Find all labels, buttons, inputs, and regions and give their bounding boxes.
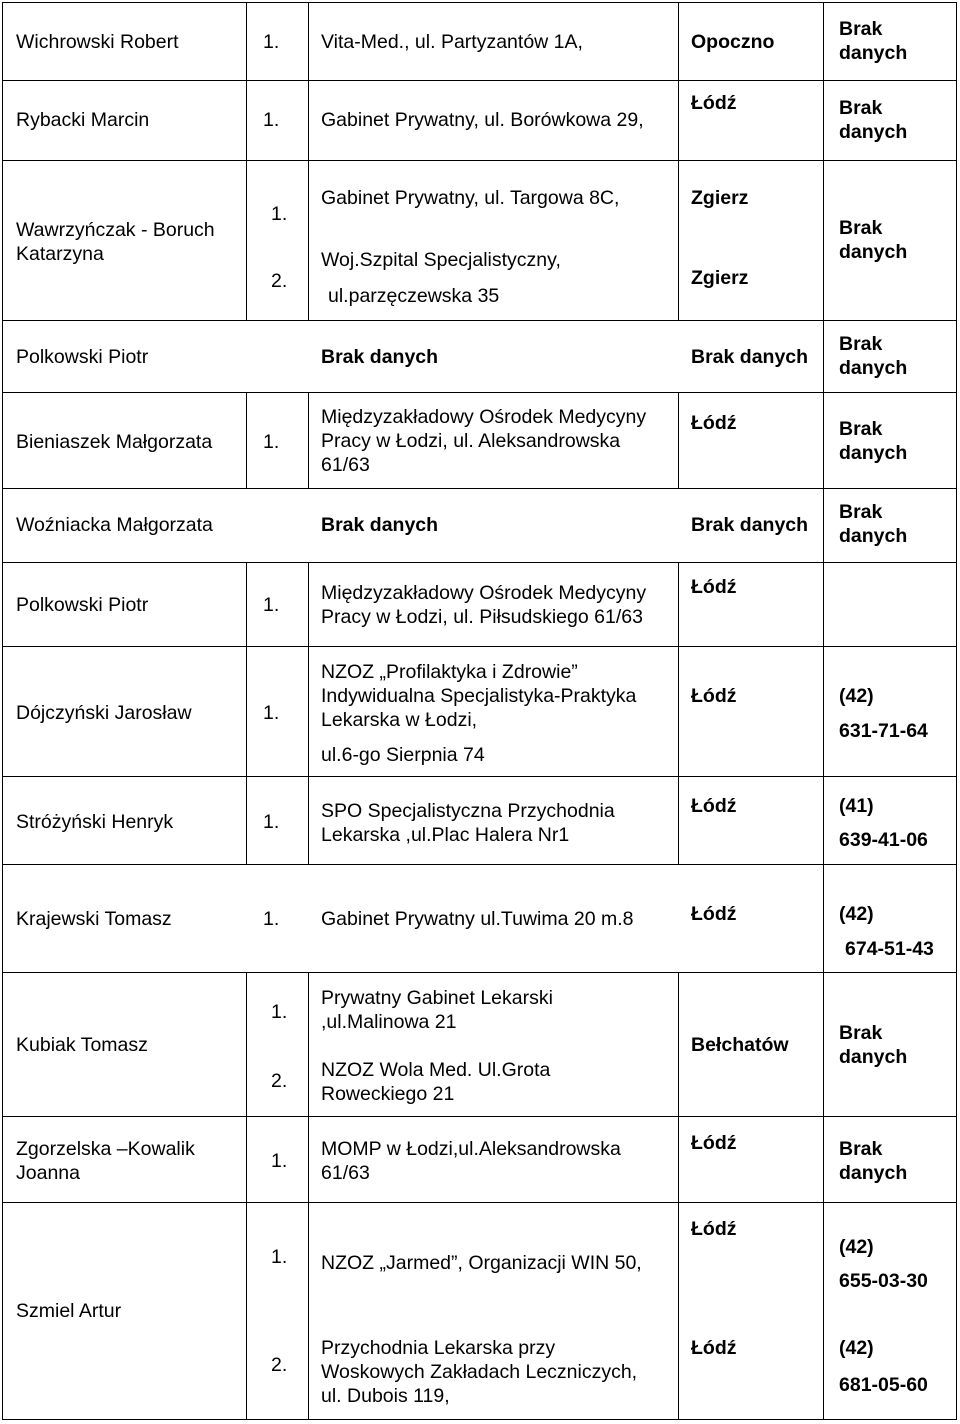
clinic-address: 61/63	[321, 454, 370, 476]
phone: danych	[839, 42, 908, 64]
doctor-name: Krajewski Tomasz	[16, 908, 172, 930]
clinic-address: ,ul.Malinowa 21	[321, 1011, 457, 1033]
clinic-address: Woj.Szpital Specjalistyczny,	[321, 249, 561, 271]
phone: (42)	[839, 1337, 874, 1359]
doctor-name: Polkowski Piotr	[16, 346, 149, 368]
table-row	[2, 320, 957, 392]
table-row	[2, 776, 957, 864]
doctor-name: Katarzyna	[16, 243, 104, 265]
doctor-name: Polkowski Piotr	[16, 594, 149, 616]
clinic-address: Przychodnia Lekarska przy	[321, 1337, 556, 1359]
clinic-address: 61/63	[321, 1162, 370, 1184]
clinic-address: Brak danych	[321, 346, 439, 368]
doctor-name: Bieniaszek Małgorzata	[16, 431, 213, 453]
entry-number: 1.	[271, 203, 288, 225]
doctor-name: Szmiel Artur	[16, 1300, 122, 1322]
phone: 674-51-43	[845, 938, 934, 960]
entry-number: 2.	[271, 270, 288, 292]
phone: danych	[839, 1162, 908, 1184]
phone: (41)	[839, 795, 874, 817]
clinic-address: Lekarska w Łodzi,	[321, 709, 478, 731]
table-row	[2, 392, 957, 488]
clinic-address: Vita-Med., ul. Partyzantów 1A,	[321, 31, 583, 53]
city: Brak danych	[691, 514, 809, 536]
table-row	[2, 972, 957, 1116]
entry-number: 1.	[271, 1001, 288, 1023]
entry-number: 1.	[271, 1246, 288, 1268]
clinic-address: NZOZ „Profilaktyka i Zdrowie”	[321, 661, 578, 683]
city: Zgierz	[691, 267, 749, 289]
clinic-address: NZOZ „Jarmed”, Organizacji WIN 50,	[321, 1252, 642, 1274]
table-row	[2, 2, 957, 80]
clinic-address: SPO Specjalistyczna Przychodnia	[321, 800, 615, 822]
phone: Brak	[839, 418, 883, 440]
city: Łódź	[691, 685, 737, 707]
phone: 631-71-64	[839, 720, 928, 742]
doctor-name: Wichrowski Robert	[16, 31, 179, 53]
doctor-name: Wawrzyńczak - Boruch	[16, 219, 215, 241]
phone: (42)	[839, 685, 874, 707]
entry-number: 1.	[263, 31, 280, 53]
city: Łódź	[691, 412, 737, 434]
table-row	[2, 646, 957, 776]
city: Zgierz	[691, 187, 749, 209]
table-row	[2, 160, 957, 320]
city: Łódź	[691, 92, 737, 114]
doctor-name: Dójczyński Jarosław	[16, 702, 192, 724]
phone: danych	[839, 241, 908, 263]
table-row	[2, 1116, 957, 1202]
table-row	[2, 864, 957, 972]
phone: Brak	[839, 217, 883, 239]
clinic-address: Gabinet Prywatny ul.Tuwima 20 m.8	[321, 908, 634, 930]
entry-number: 2.	[271, 1070, 288, 1092]
clinic-address: Pracy w Łodzi, ul. Aleksandrowska	[321, 430, 621, 452]
clinic-address: Roweckiego 21	[321, 1083, 455, 1105]
clinic-address: ul.6-go Sierpnia 74	[321, 744, 485, 766]
phone: 639-41-06	[839, 829, 928, 851]
city: Łódź	[691, 1132, 737, 1154]
doctor-name: Zgorzelska –Kowalik	[16, 1138, 195, 1160]
entry-number: 1.	[263, 811, 280, 833]
clinic-address: Pracy w Łodzi, ul. Piłsudskiego 61/63	[321, 606, 643, 628]
entry-number: 1.	[263, 431, 280, 453]
phone: (42)	[839, 1236, 874, 1258]
clinic-address: Międzyzakładowy Ośrodek Medycyny	[321, 582, 647, 604]
phone: Brak	[839, 18, 883, 40]
clinic-address: Gabinet Prywatny, ul. Targowa 8C,	[321, 187, 620, 209]
city: Łódź	[691, 903, 737, 925]
entry-number: 1.	[263, 594, 280, 616]
clinic-address: MOMP w Łodzi,ul.Aleksandrowska	[321, 1138, 621, 1160]
city: Łódź	[691, 576, 737, 598]
city: Łódź	[691, 795, 737, 817]
phone: danych	[839, 357, 908, 379]
table-row	[2, 488, 957, 562]
phone: Brak	[839, 97, 883, 119]
doctor-name: Kubiak Tomasz	[16, 1034, 148, 1056]
clinic-address: Brak danych	[321, 514, 439, 536]
table-row	[2, 80, 957, 160]
doctor-name: Rybacki Marcin	[16, 109, 150, 131]
doctor-name: Stróżyński Henryk	[16, 811, 174, 833]
clinic-address: Indywidualna Specjalistyka-Praktyka	[321, 685, 637, 707]
phone: danych	[839, 1046, 908, 1068]
city: Brak danych	[691, 346, 809, 368]
city: Łódź	[691, 1218, 737, 1240]
clinic-address: Prywatny Gabinet Lekarski	[321, 987, 553, 1009]
entry-number: 1.	[263, 109, 280, 131]
phone: (42)	[839, 903, 874, 925]
phone: Brak	[839, 501, 883, 523]
phone: 655-03-30	[839, 1270, 928, 1292]
phone: Brak	[839, 1138, 883, 1160]
doctor-name: Joanna	[16, 1162, 80, 1184]
city: Opoczno	[691, 31, 775, 53]
phone: danych	[839, 442, 908, 464]
clinic-address: NZOZ Wola Med. Ul.Grota	[321, 1059, 551, 1081]
clinic-address: ul. Dubois 119,	[321, 1385, 450, 1407]
clinic-address: Gabinet Prywatny, ul. Borówkowa 29,	[321, 109, 644, 131]
clinic-address: ul.parzęczewska 35	[328, 285, 500, 307]
table-row	[2, 1202, 957, 1420]
table-row	[2, 562, 957, 646]
phone: Brak	[839, 333, 883, 355]
phone: danych	[839, 525, 908, 547]
entry-number: 1.	[271, 1150, 288, 1172]
phone: Brak	[839, 1022, 883, 1044]
entry-number: 1.	[263, 908, 280, 930]
city: Bełchatów	[691, 1034, 789, 1056]
clinic-address: Woskowych Zakładach Leczniczych,	[321, 1361, 638, 1383]
phone: 681-05-60	[839, 1374, 928, 1396]
doctor-name: Woźniacka Małgorzata	[16, 514, 213, 536]
entry-number: 2.	[271, 1354, 288, 1376]
clinic-address: Międzyzakładowy Ośrodek Medycyny	[321, 406, 647, 428]
entry-number: 1.	[263, 702, 280, 724]
phone: danych	[839, 121, 908, 143]
clinic-address: Lekarska ,ul.Plac Halera Nr1	[321, 824, 570, 846]
city: Łódź	[691, 1337, 737, 1359]
